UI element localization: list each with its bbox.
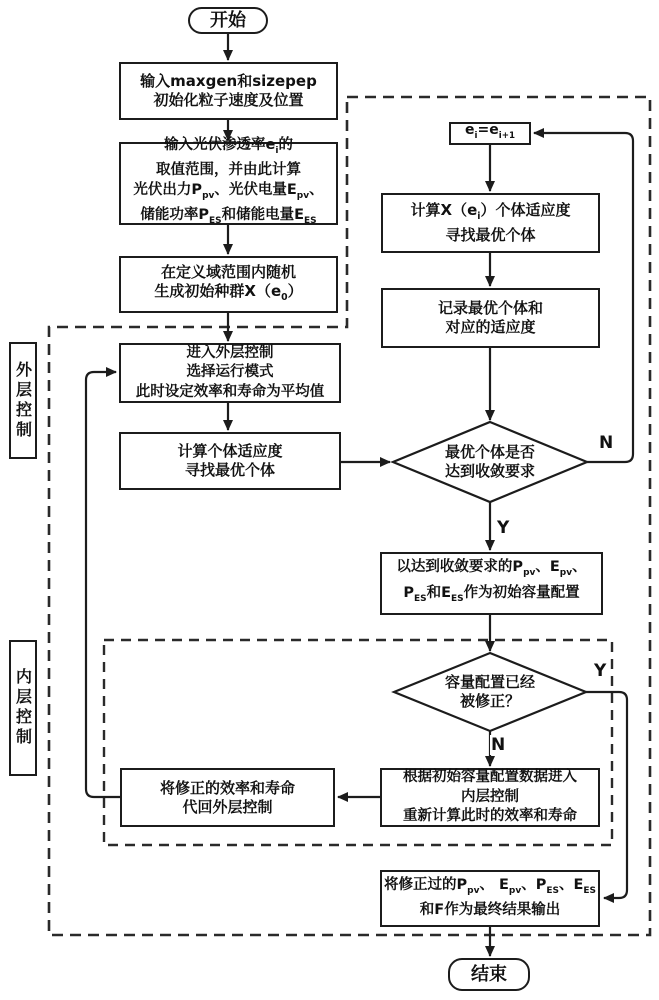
text-line: 最优个体是否 [444, 443, 535, 461]
process-init-particles [119, 62, 338, 120]
text-line: 对应的适应度 [445, 318, 536, 336]
text-line: 记录最优个体和 [437, 299, 543, 317]
text-line: 此时设定效率和寿命为平均值 [135, 383, 325, 400]
text-line: 容量配置已经 [444, 672, 535, 691]
text-line: 计算$X(e_i)$个体适应度 [410, 201, 571, 222]
text-line: 代回外层控制 [182, 797, 273, 816]
process-increment-ei [449, 122, 531, 145]
text-line: 取值范围，并由此计算 [156, 162, 301, 179]
text-line: 储能功率$P_{ES}$和储能电量$E_{ES}$ [140, 206, 317, 226]
process-record-best [381, 288, 600, 348]
region-label-outer-control: 外层控制 [9, 342, 37, 459]
text-line: 输入maxgen和sizepep [140, 72, 317, 90]
text-line: 生成初始种群$X(e_0)$ [154, 281, 303, 303]
branch-label-revised-no: N [491, 735, 506, 755]
text-line: 初始化粒子速度及位置 [153, 91, 304, 109]
text-line: 选择运行模式 [186, 364, 274, 381]
text-line: 内层控制 [461, 788, 519, 805]
process-final-output [380, 870, 600, 927]
decision-converge [400, 432, 580, 492]
process-initial-config [380, 552, 603, 615]
text-line: 寻找最优个体 [184, 461, 275, 479]
terminal-start-label: 开始 [210, 10, 246, 31]
text-line: 光伏出力$P_{pv}$、光伏电量$E_{pv}$、 [133, 181, 324, 201]
text-line: 重新计算此时的效率和寿命 [403, 808, 577, 825]
process-input-penetration [119, 136, 338, 226]
text-line: 进入外层控制 [186, 344, 274, 361]
branch-label-converge-yes: Y [497, 518, 510, 538]
text-line: 在定义域范围内随机 [160, 262, 296, 281]
terminal-end [448, 958, 530, 991]
process-inner-entry [380, 768, 600, 827]
process-feedback [120, 768, 335, 827]
terminal-end-label: 结束 [471, 964, 507, 985]
terminal-start [188, 7, 268, 34]
text-line: 被修正？ [459, 691, 520, 710]
text-line: 输入光伏渗透率$e_i$的 [164, 136, 293, 156]
text-line: 计算个体适应度 [177, 442, 283, 460]
text-line: 根据初始容量配置数据进入 [403, 769, 577, 786]
branch-label-revised-yes: Y [594, 661, 607, 681]
process-generate-population [119, 256, 338, 313]
text-line: 将修正的效率和寿命 [159, 778, 295, 797]
text-line: 寻找最优个体 [445, 226, 536, 244]
text-line: 达到收敛要求 [444, 462, 535, 480]
process-fitness-xe [381, 193, 600, 253]
text-line: 将修正过的$P_{pv}$、 $E_{pv}$、$P_{ES}$、$E_{ES}$ [384, 877, 596, 896]
text-line: 和F作为最终结果输出 [419, 902, 561, 919]
process-outer-entry [119, 343, 341, 403]
text-line: $P_{ES}$和$E_{ES}$作为初始容量配置 [403, 584, 580, 604]
process-fitness-outer [119, 432, 341, 490]
text-line: 以达到收敛要求的$P_{pv}$、$E_{pv}$、 [396, 559, 587, 578]
branch-label-converge-no: N [599, 433, 614, 453]
region-label-inner-control: 内层控制 [9, 640, 37, 776]
text-line: $e_i=e_{i+1}$ [465, 122, 515, 141]
decision-config-revised [402, 663, 578, 720]
